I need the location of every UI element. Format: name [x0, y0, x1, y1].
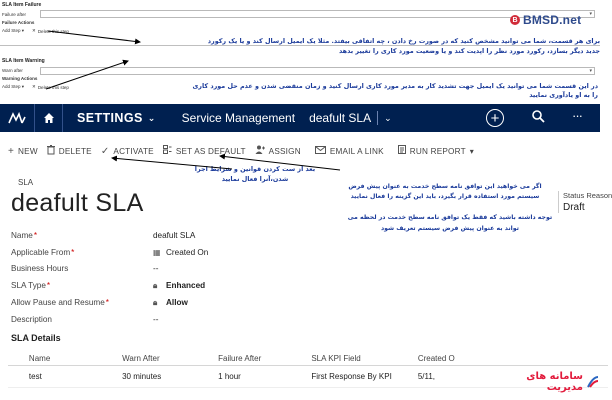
required-marker: *	[46, 281, 51, 291]
failure-after-label: Failure after	[2, 12, 27, 17]
lock-icon: 🔒︎	[153, 297, 158, 307]
applicable-from-value[interactable]	[153, 248, 208, 257]
col-name-header[interactable]: Name	[28, 353, 51, 363]
field-label: Business Hours	[11, 264, 69, 274]
allow-pause-text: Allow	[166, 298, 188, 308]
plus-icon: +	[8, 145, 15, 157]
corporate-logo-text: سامانه های مدیریت	[526, 371, 583, 393]
col-kpi-field-header[interactable]: SLA KPI Field	[311, 353, 361, 363]
chevron-down-icon: ⌄	[384, 112, 392, 123]
email-link-button[interactable]	[315, 146, 384, 157]
trash-icon	[47, 145, 55, 157]
field-label	[11, 231, 153, 240]
report-icon	[398, 145, 406, 157]
chevron-down-icon: ⌄	[147, 112, 156, 123]
field-description	[11, 311, 261, 328]
settings-label: SETTINGS	[77, 111, 143, 125]
cell-kpi-field: First Response By KPI	[311, 372, 392, 381]
failure-panel-title: SLA Item Failure	[2, 2, 42, 8]
email-link-label: EMAIL A LINK	[329, 146, 384, 156]
field-label-text: Name	[11, 230, 33, 240]
warning-panel-title: SLA Item Warning	[2, 58, 45, 64]
name-value[interactable]: deafult SLA	[153, 230, 196, 240]
failure-delete-step-button[interactable]	[32, 28, 69, 34]
field-label-text: Allow Pause and Resume	[11, 298, 105, 308]
status-reason-block	[558, 191, 612, 213]
field-business-hours	[11, 261, 261, 278]
field-label	[11, 248, 153, 257]
assign-button[interactable]	[255, 145, 301, 157]
breadcrumb-record[interactable]	[295, 104, 392, 132]
delete-step-label: Delete this step	[37, 84, 69, 90]
email-icon	[315, 146, 326, 157]
allow-pause-value[interactable]	[153, 298, 188, 308]
field-allow-pause	[11, 294, 261, 311]
corporate-logo	[492, 371, 600, 393]
lock-icon: 🔒︎	[153, 280, 158, 290]
home-icon[interactable]	[34, 104, 62, 132]
field-label: Description	[11, 314, 52, 324]
required-marker: *	[105, 298, 109, 308]
default-annotation: اگر می خواهید این توافق نامه سطح خدمت به عنوان پیش فرض سیستم مورد استفاده قرار بگیرد، باید این گزینه را فعال نمایید	[348, 183, 542, 200]
delete-step-label: Delete this step	[37, 28, 69, 34]
failure-actions-toolbar	[2, 28, 172, 34]
field-applicable-from	[11, 244, 261, 261]
default-annotation-2: توجه داشته باشید که فقط یک توافق نامه سطح خدمت در لحظه می تواند به عنوان پیش فرض سیستم تعریف شود	[347, 214, 553, 232]
col-failure-after-header[interactable]: Failure After	[218, 353, 262, 363]
business-hours-value[interactable]: --	[153, 264, 159, 274]
new-button[interactable]	[8, 146, 38, 157]
assign-label: ASSIGN	[268, 146, 301, 156]
warning-annotation: در این قسمت شما می توانید یک ایمیل جهت تشدید کار به مدیر مورد کاری ارسال کنید و زمان منقضی شدن و عدم حل مورد کاری را به او یادآوری نمایید	[192, 82, 598, 99]
sla-fields	[11, 227, 261, 328]
cell-created-on: 5/11,	[417, 372, 436, 381]
status-reason-label: Status Reason	[563, 191, 612, 200]
warning-delete-step-button[interactable]	[32, 84, 69, 90]
required-marker: *	[33, 230, 38, 240]
field-name	[11, 227, 261, 244]
activate-label: ACTIVATE	[113, 146, 154, 156]
bmsd-brand	[510, 13, 581, 27]
create-new-icon[interactable]: +	[486, 109, 504, 127]
warning-actions-toolbar	[2, 84, 172, 90]
logo-mark-icon	[586, 375, 600, 389]
command-bar	[0, 142, 600, 160]
run-report-button[interactable]	[398, 145, 474, 157]
new-label: NEW	[18, 146, 38, 156]
cell-warn-after: 30 minutes	[122, 372, 162, 381]
brand-text: BMSD.net	[523, 13, 582, 27]
close-icon: ✕	[32, 28, 36, 33]
record-title: deafult SLA	[11, 189, 144, 217]
chevron-down-icon: ▾	[589, 68, 592, 74]
failure-annotation: برای هر قسمت، شما می توانید مشخص کنید که در صورت رخ دادن ، چه اتفاقی بیفتد. مثلا یک ایمیل ارسال کند و یا یک رکورد جدید دیگر بسازد، رکورد مورد نظر را اپدیت کند و یا وضعیت مورد کاری را تغییر بدهد	[207, 37, 600, 55]
field-label	[11, 298, 153, 307]
activate-button[interactable]	[101, 146, 154, 157]
cell-failure-after: 1 hour	[218, 372, 241, 381]
sla-type-text: Enhanced	[166, 281, 206, 291]
warning-add-step-button[interactable]	[2, 84, 24, 90]
applicable-from-text: Created On	[166, 247, 209, 257]
close-icon: ✕	[32, 84, 36, 89]
field-label	[11, 281, 153, 290]
col-warn-after-header[interactable]: Warn After	[122, 353, 160, 363]
chevron-down-icon: ▾	[589, 11, 592, 17]
required-marker: *	[71, 247, 75, 257]
field-label-text: SLA Type	[11, 281, 46, 291]
warning-actions-title: Warning Actions	[2, 76, 38, 81]
delete-label: DELETE	[58, 146, 92, 156]
delete-button[interactable]	[47, 145, 92, 157]
breadcrumb-service-management[interactable]: Service Management	[181, 111, 296, 125]
run-report-label: RUN REPORT	[409, 146, 466, 156]
sla-item-failure-panel	[2, 2, 172, 34]
more-icon[interactable]: ···	[572, 108, 582, 123]
status-reason-value: Draft	[563, 202, 585, 213]
failure-actions-title: Failure Actions	[2, 20, 35, 25]
top-nav-bar	[0, 104, 600, 132]
sla-details-title: SLA Details	[11, 333, 61, 343]
assign-user-icon	[255, 145, 265, 157]
grid-header	[8, 351, 608, 366]
field-sla-type	[11, 277, 261, 294]
chevron-down-icon: ▾	[469, 146, 474, 156]
failure-add-step-button[interactable]	[2, 28, 24, 34]
activate-annotation: بعد از ست کردن قوانین و شرایط اجرا شدن،آنرا فعال نمایید	[194, 165, 316, 183]
divider	[377, 111, 378, 125]
entity-type-label: SLA	[18, 178, 34, 187]
record-crumb-label: deafult SLA	[309, 111, 372, 125]
set-default-icon	[163, 145, 172, 157]
lookup-field-icon: ▦	[153, 247, 161, 257]
settings-nav-menu[interactable]	[62, 104, 166, 132]
add-step-label: Add Step ▾	[2, 84, 25, 89]
dynamics-logo-icon[interactable]	[0, 104, 34, 132]
search-icon[interactable]	[532, 110, 545, 126]
description-value[interactable]: --	[153, 314, 159, 324]
field-label-text: Applicable From	[11, 247, 71, 257]
brand-logo-icon: B	[510, 15, 520, 25]
col-created-on-header[interactable]: Created O	[417, 353, 455, 363]
sla-type-value[interactable]	[153, 281, 205, 291]
cell-name[interactable]: test	[28, 372, 42, 381]
set-as-default-button[interactable]	[163, 145, 246, 157]
checkmark-icon: ✓	[100, 145, 110, 157]
set-default-label: SET AS DEFAULT	[175, 146, 246, 156]
warn-after-select[interactable]	[40, 67, 595, 75]
add-step-label: Add Step ▾	[2, 28, 25, 33]
warn-after-label: Warn after	[2, 68, 23, 73]
